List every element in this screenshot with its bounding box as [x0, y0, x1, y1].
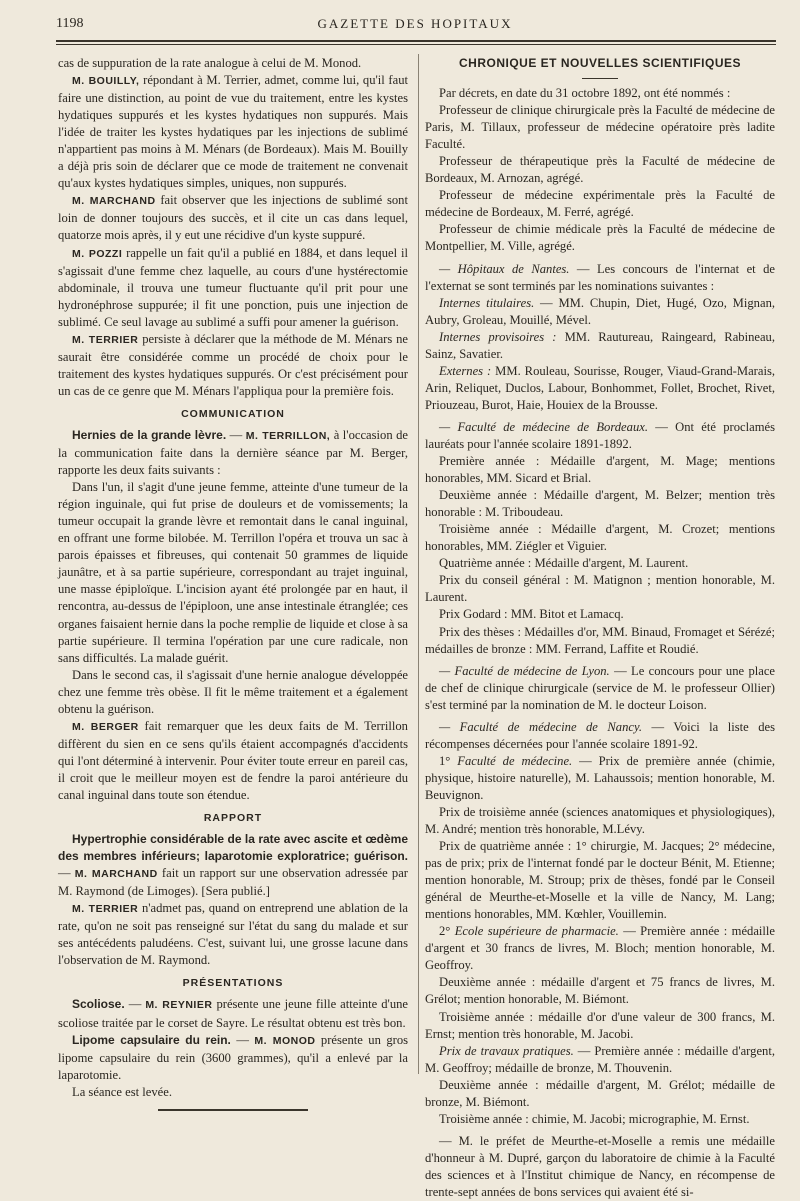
italic-heading: — Hôpitaux de Nantes. [439, 261, 570, 276]
speaker-name: M. MONOD [254, 1034, 316, 1047]
paragraph [425, 753, 775, 804]
section-heading: PRÉSENTATIONS [182, 977, 284, 990]
italic-heading: Prix de travaux pratiques. [439, 1043, 574, 1058]
speaker-name: M. MARCHAND [74, 868, 158, 881]
paragraph: Professeur de thérapeutique près la Faculté de médecine de Bordeaux, M. Arnozan, agrégé. [425, 154, 775, 186]
paragraph-text: — Les concours de l'internat et de l'externat se sont terminés par les nominations suivantes : [425, 261, 775, 293]
paragraph-text: présente une jeune fille atteinte d'une scoliose traitée par le corset de Sayre. Le résultat obtenu est très bon. [58, 997, 408, 1030]
paragraph: La séance est levée. [72, 1084, 172, 1099]
list-number: 2° [439, 924, 455, 939]
paragraph: Prix de troisième année (sciences anatomiques et physiologiques), M. André; mention très honorable, M.Lévy. [425, 804, 775, 837]
header-rule-thin [56, 44, 776, 45]
item-title: Scoliose. [72, 997, 125, 1012]
paragraph [58, 996, 408, 1031]
right-column [425, 55, 775, 1201]
paragraph [58, 245, 408, 331]
paragraph: Prix de quatrième année : 1° chirurgie, M. Jacques; 2° médecine, pas de prix; prix de l'internat fondé par le docteur Bénit, M. Etienne; mention honorable, M. Stroup; prix de thèses, fondé par le Conseil général de Meurthe-et-Moselle et la ville de Nancy, M. Lang; mentions honorables, MM. Kœhler, Vouillemin. [425, 839, 775, 922]
paragraph-text: MM. Rouleau, Sourisse, Rouger, Viaud-Grand-Marais, Arin, Reliquet, Duclos, Labour, Bonhommet, Follet, Brochet, Rivet, Priouzeau, Burot, Haie, Houiex de la Brousse. [425, 363, 775, 412]
paragraph: Dans le second cas, il s'agissait d'une hernie analogue développée chez une femme très obèse. Il fit le même traitement et a également obtenu la guérison. [58, 667, 408, 716]
paragraph [425, 363, 775, 414]
italic-heading: — Faculté de médecine de Nancy. [439, 719, 643, 734]
short-rule [582, 78, 618, 79]
paragraph-text: à l'occasion de la communication faite dans la dernière séance par M. Berger, rapporte les deux faits suivants : [58, 427, 409, 478]
paragraph [425, 295, 775, 329]
italic-heading: Ecole supérieure de pharmacie. [454, 924, 619, 939]
paragraph [58, 900, 408, 969]
paragraph: Professeur de chimie médicale près la Faculté de médecine de Montpellier, M. Ville, agrégé. [425, 222, 775, 254]
paragraph: Prix du conseil général : M. Matignon ; mention honorable, M. Laurent. [425, 573, 775, 605]
speaker-name: M. BOUILLY, [72, 75, 140, 88]
paragraph [58, 427, 408, 479]
item-title: Lipome capsulaire du rein. [72, 1032, 231, 1047]
paragraph: Troisième année : Médaille d'argent, M. Crozet; mentions honorables, MM. Ziégler et Viguier. [425, 522, 775, 554]
chronique-heading: CHRONIQUE ET NOUVELLES SCIENTIFIQUES [458, 56, 742, 70]
paragraph: Première année : Médaille d'argent, M. Mage; mentions honorables, MM. Sicard et Brial. [425, 454, 775, 486]
italic-heading: Internes titulaires. [439, 295, 535, 310]
dash: — [58, 866, 75, 881]
speaker-name: M. TERRILLON, [245, 429, 331, 442]
journal-title: GAZETTE DES HOPITAUX [317, 16, 513, 31]
paragraph [58, 72, 408, 192]
page-number: 1198 [56, 16, 84, 31]
paragraph: Prix Godard : MM. Bitot et Lamacq. [439, 607, 624, 622]
paragraph [425, 663, 775, 714]
paragraph-text: — Ont été proclamés lauréats pour l'année scolaire 1891-1892. [425, 419, 775, 451]
paragraph: Deuxième année : médaille d'argent, M. Grélot; médaille de bronze, M. Biémont. [425, 1077, 775, 1109]
italic-heading: Externes : [439, 363, 492, 378]
paragraph-text: présente un gros lipome capsulaire du rein (3600 grammes), qu'il a enlevé par la laparotomie. [58, 1032, 409, 1082]
paragraph [425, 923, 775, 974]
paragraph: Professeur de médecine expérimentale près la Faculté de médecine de Bordeaux, M. Ferré, agrégé. [425, 188, 775, 220]
section-heading: RAPPORT [203, 812, 263, 825]
paragraph-text: — Voici la liste des récompenses décernées pour l'année scolaire 1891-92. [425, 719, 775, 751]
paragraph: — M. le préfet de Meurthe-et-Moselle a remis une médaille d'honneur à M. Dupré, garçon du laboratoire de chimie à la Faculté des sciences et à l'Institut chimique de Nancy, en récompense de trente-sept années de bons services qui avaient été si- [425, 1133, 775, 1199]
speaker-name: M. REYNIER [145, 999, 213, 1012]
paragraph: Troisième année : médaille d'or d'une valeur de 300 francs, M. Ernst; mention très honorable, M. Jacobi. [425, 1009, 775, 1041]
paragraph [425, 261, 775, 295]
header-rule-thick [56, 40, 776, 42]
dash: — [230, 1032, 255, 1047]
paragraph-text: MM. Rautureau, Raingeard, Rabineau, Sainz, Savatier. [425, 329, 775, 361]
italic-heading: Internes provisoires : [439, 329, 557, 344]
page-header [56, 14, 774, 36]
paragraph [425, 419, 775, 453]
column-divider [418, 54, 419, 1074]
dash: — [124, 997, 146, 1012]
list-number: 1° [439, 753, 458, 768]
item-title: Hypertrophie considérable de la rate avec ascite et œdème des membres inférieurs; laparotomie exploratrice; guérison. [58, 832, 408, 864]
paragraph-text: rappelle un fait qu'il a publié en 1884, et dans lequel il s'agissait d'une femme chez laquelle, au cours d'une hystérectomie abdominale, il trouva une tumeur fluctuante qu'il prit pour une hydronéphrose suppurée; il fit une ponction, puis une injection de sublimé. Ce seul lavage au sublimé a suffi pour amener la guérison. [58, 245, 408, 329]
paragraph-text: — Prix de première année (chimie, physique, histoire naturelle), M. Lahaussois; mention honorable, M. Beuvignon. [425, 753, 776, 802]
left-column [58, 55, 408, 1111]
paragraph [425, 1043, 775, 1077]
paragraph: Deuxième année : Médaille d'argent, M. Belzer; mention très honorable : M. Triboudeau. [425, 488, 775, 520]
speaker-name: M. POZZI [72, 247, 123, 260]
paragraph-text: — Le concours pour une place de chef de clinique chirurgicale (service de M. le professeur Ollier) s'est terminé par la nomination de M. le docteur Loison. [425, 663, 776, 712]
paragraph: Troisième année : chimie, M. Jacobi; micrographie, M. Ernst. [439, 1111, 750, 1126]
paragraph-text: fait observer que les injections de sublimé sont loin de donner toujours des succès, et il cite un cas dans lequel, quatorze mois après, il y eut une récidive d'un kyste suppuré. [58, 193, 408, 243]
paragraph-text: — MM. Chupin, Diet, Hugé, Ozo, Mignan, Aubry, Groleau, Mouillé, Mével. [425, 295, 776, 327]
paragraph: Dans l'un, il s'agit d'une jeune femme, atteinte d'une tumeur de la région inguinale, qui fut prise de douleurs et de vomissements; la tumeur occupait la grande lèvre et remontait dans le canal inguinal, en offrant une forme bilobée. M. Terrillon l'opéra et trouva un sac à parois épaisses et fibreuses, qui contenait 50 grammes de liquide jaunâtre, et à sa partie supérieure, correspondant au trajet inguinal, une masse épiploïque. L'incision ayant été prolongée par en haut, il rencontra, au-dessus de l'épiploon, une anse intestinale étranglée; ces organes faisaient hernie dans la poche remplie de liquide et close à sa partie supérieure. Il termina l'opération par une cure radicale, non sans difficultés. La malade guérit. [58, 480, 408, 665]
speaker-name: M. TERRIER [72, 903, 139, 916]
paragraph: Par décrets, en date du 31 octobre 1892, ont été nommés : [439, 86, 731, 101]
paragraph-text: persiste à déclarer que la méthode de M. Ménars ne saurait être considérée comme un procédé de choix pour le traitement des kystes hydatiques suppurés. Or c'est précisément pour un cas de ce genre que M. Ménars l'appliqua pour la première fois. [58, 331, 408, 398]
paragraph-text: — Première année : médaille d'argent et 30 francs de livres, M. Bloch; mention honorable, M. Geoffroy. [425, 924, 776, 973]
paragraph: Prix des thèses : Médailles d'or, MM. Binaud, Fromaget et Sérézé; médailles de bronze : MM. Ferrand, Laffite et Roudié. [425, 624, 775, 656]
paragraph [58, 718, 408, 804]
italic-heading: — Faculté de médecine de Bordeaux. [439, 419, 648, 434]
paragraph-text: — Première année : médaille d'argent, M. Geoffroy; médaille de bronze, M. Thouvenin. [425, 1043, 775, 1075]
italic-heading: — Faculté de médecine de Lyon. [439, 663, 610, 678]
speaker-name: M. TERRIER [72, 333, 139, 346]
section-heading: COMMUNICATION [181, 407, 285, 420]
paragraph-text: fait un rapport sur une observation adressée par M. Raymond (de Limoges). [Sera publié.] [58, 866, 408, 899]
italic-heading: Faculté de médecine. [457, 753, 573, 768]
paragraph: Professeur de clinique chirurgicale près la Faculté de médecine de Paris, M. Tillaux, professeur de médecine opératoire près ladite Faculté. [425, 103, 775, 152]
paragraph-text: n'admet pas, quand on entreprend une ablation de la rate, qu'on ne soit pas renseigné sur l'état du sang du malade et sur ses antécédents paludéens. C'est, suivant lui, une grosse lacune dans l'observation de M. Raymond. [58, 901, 408, 968]
end-ornament-rule [158, 1109, 308, 1111]
paragraph [58, 192, 408, 244]
paragraph [58, 831, 408, 900]
paragraph [425, 329, 775, 363]
speaker-name: M. MARCHAND [72, 195, 156, 208]
paragraph [58, 331, 408, 400]
paragraph-text: répondant à M. Terrier, admet, comme lui, qu'il faut faire une distinction, au point de vue du traitement, entre les kystes hydatiques suppurés et les kystes hydatiques non suppurés. Mais l'idée de traiter les kystes hydatiques par les injections de sublimé n'appartient pas moins à M. Ménars (de Bordeaux). Mais M. Bouilly a déjà pris soin de déclarer que ce mode de traitement ne convenait qu'aux kystes hydatiques simples, uniques, non suppurés. [58, 73, 408, 191]
speaker-name: M. BERGER [72, 720, 139, 733]
paragraph: Deuxième année : médaille d'argent et 75 francs de livres, M. Grélot; mention honorable, M. Biémont. [425, 975, 775, 1007]
paragraph: cas de suppuration de la rate analogue à celui de M. Monod. [58, 56, 362, 70]
dash: — [226, 427, 246, 442]
paragraph [425, 719, 775, 753]
paragraph: Quatrième année : Médaille d'argent, M. Laurent. [439, 556, 689, 571]
paragraph [58, 1032, 408, 1084]
paragraph-text: fait remarquer que les deux faits de M. Terrillon diffèrent du sien en ce sens qu'ils étaient accompagnés d'accidents qui l'ont déterminé à intervenir. Pour éviter toute erreur en pareil cas, il croit que le meilleur moyen est de fendre la paroi antérieure du canal inguinal dans toute son étendue. [58, 718, 408, 802]
item-title: Hernies de la grande lèvre. [72, 427, 227, 442]
